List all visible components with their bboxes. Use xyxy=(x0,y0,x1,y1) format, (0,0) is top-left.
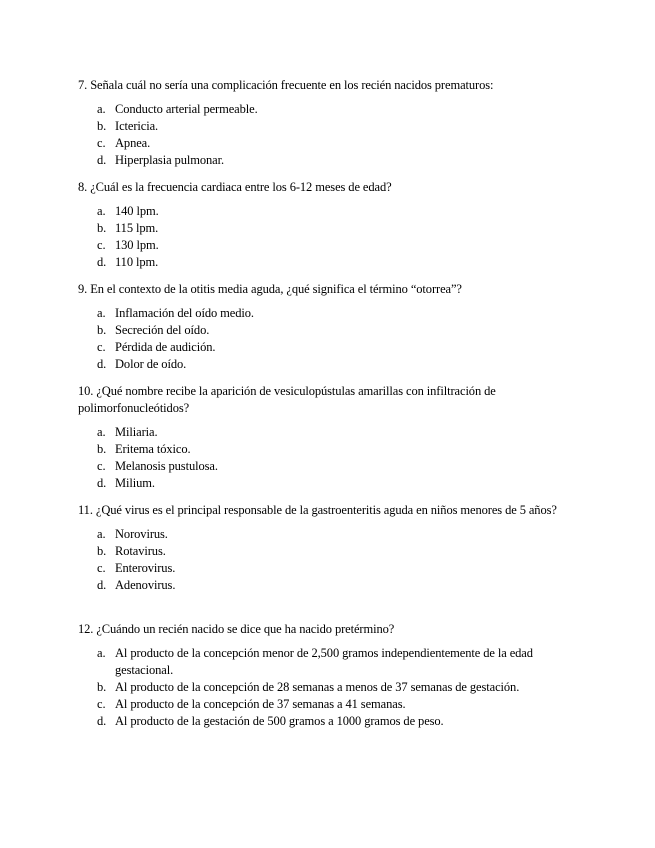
option-d xyxy=(78,152,568,169)
option-b xyxy=(78,220,568,237)
option-list xyxy=(78,526,568,594)
option-text: 130 lpm. xyxy=(115,238,159,252)
option-text: Norovirus. xyxy=(115,527,168,541)
option-d xyxy=(78,254,568,271)
question-7 xyxy=(78,77,568,169)
question-text: 12. ¿Cuándo un recién nacido se dice que ha nacido pretérmino? xyxy=(78,622,395,636)
option-b xyxy=(78,322,568,339)
option-letter: b. xyxy=(97,680,107,694)
option-a xyxy=(78,645,568,679)
option-letter: b. xyxy=(97,323,107,337)
option-b xyxy=(78,543,568,560)
option-text: Apnea. xyxy=(115,136,151,150)
question-12 xyxy=(78,621,568,730)
option-text: Miliaria. xyxy=(115,425,158,439)
option-letter: a. xyxy=(97,646,106,660)
option-letter: d. xyxy=(97,714,107,728)
question-text: 11. ¿Qué virus es el principal responsable de la gastroenteritis aguda en niños menores de 5 años? xyxy=(78,503,557,517)
option-list xyxy=(78,424,568,492)
option-text: Adenovirus. xyxy=(115,578,176,592)
option-c xyxy=(78,237,568,254)
option-letter: a. xyxy=(97,527,106,541)
option-letter: c. xyxy=(97,561,106,575)
option-c xyxy=(78,339,568,356)
option-letter: c. xyxy=(97,459,106,473)
option-a xyxy=(78,203,568,220)
option-text: Dolor de oído. xyxy=(115,357,187,371)
option-d xyxy=(78,356,568,373)
option-text: Al producto de la concepción menor de 2,500 gramos independientemente de la edad gestacional. xyxy=(115,646,533,677)
option-letter: a. xyxy=(97,102,106,116)
option-a xyxy=(78,101,568,118)
option-letter: d. xyxy=(97,578,107,592)
option-list xyxy=(78,645,568,730)
option-text: 115 lpm. xyxy=(115,221,159,235)
option-letter: b. xyxy=(97,544,107,558)
option-letter: b. xyxy=(97,442,107,456)
option-text: Inflamación del oído medio. xyxy=(115,306,254,320)
option-letter: c. xyxy=(97,340,106,354)
option-text: Hiperplasia pulmonar. xyxy=(115,153,224,167)
option-letter: d. xyxy=(97,357,107,371)
option-text: 110 lpm. xyxy=(115,255,159,269)
option-text: Secreción del oído. xyxy=(115,323,210,337)
question-11 xyxy=(78,502,568,594)
option-text: Enterovirus. xyxy=(115,561,176,575)
option-letter: a. xyxy=(97,204,106,218)
option-text: Al producto de la concepción de 28 semanas a menos de 37 semanas de gestación. xyxy=(115,680,520,694)
question-text: 8. ¿Cuál es la frecuencia cardiaca entre los 6-12 meses de edad? xyxy=(78,180,392,194)
option-a xyxy=(78,526,568,543)
option-d xyxy=(78,475,568,492)
question-text: 10. ¿Qué nombre recibe la aparición de vesiculopústulas amarillas con infiltración de polimorfonucleótidos? xyxy=(78,384,496,415)
option-letter: d. xyxy=(97,255,107,269)
option-text: Eritema tóxico. xyxy=(115,442,191,456)
option-list xyxy=(78,101,568,169)
option-b xyxy=(78,441,568,458)
option-c xyxy=(78,135,568,152)
option-c xyxy=(78,458,568,475)
option-d xyxy=(78,577,568,594)
option-letter: d. xyxy=(97,476,107,490)
question-10 xyxy=(78,383,568,492)
option-letter: b. xyxy=(97,119,107,133)
option-letter: d. xyxy=(97,153,107,167)
option-list xyxy=(78,203,568,271)
question-text: 7. Señala cuál no sería una complicación frecuente en los recién nacidos prematuros: xyxy=(78,78,494,92)
option-c xyxy=(78,560,568,577)
option-text: Al producto de la gestación de 500 gramos a 1000 gramos de peso. xyxy=(115,714,444,728)
option-a xyxy=(78,305,568,322)
question-text: 9. En el contexto de la otitis media aguda, ¿qué significa el término “otorrea”? xyxy=(78,282,462,296)
option-text: 140 lpm. xyxy=(115,204,159,218)
option-b xyxy=(78,118,568,135)
option-list xyxy=(78,305,568,373)
option-letter: a. xyxy=(97,306,106,320)
option-letter: c. xyxy=(97,697,106,711)
option-b xyxy=(78,679,568,696)
option-letter: b. xyxy=(97,221,107,235)
question-8 xyxy=(78,179,568,271)
option-text: Melanosis pustulosa. xyxy=(115,459,218,473)
option-text: Rotavirus. xyxy=(115,544,166,558)
option-c xyxy=(78,696,568,713)
option-text: Conducto arterial permeable. xyxy=(115,102,258,116)
option-text: Al producto de la concepción de 37 semanas a 41 semanas. xyxy=(115,697,406,711)
option-a xyxy=(78,424,568,441)
question-9 xyxy=(78,281,568,373)
option-letter: c. xyxy=(97,136,106,150)
option-text: Milium. xyxy=(115,476,155,490)
option-d xyxy=(78,713,568,730)
option-text: Pérdida de audición. xyxy=(115,340,216,354)
option-letter: c. xyxy=(97,238,106,252)
option-letter: a. xyxy=(97,425,106,439)
option-text: Ictericia. xyxy=(115,119,159,133)
